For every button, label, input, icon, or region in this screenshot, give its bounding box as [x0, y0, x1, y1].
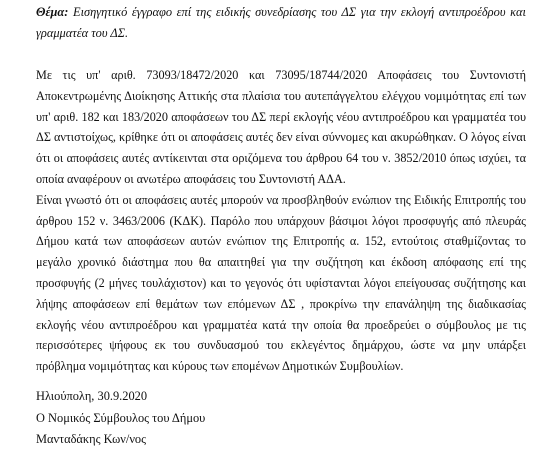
- document-body: [36, 65, 526, 377]
- subject-line: [36, 2, 526, 44]
- signature-block: [36, 386, 205, 451]
- paragraph-annulment: Με τις υπ' αριθ. 73093/18472/2020 και 73095/18744/2020 Αποφάσεις του Συντονιστή Αποκεντρωμένης Διοίκησης Αττικής στα πλαίσια του αυτεπάγγελτου ελέγχου νομιμότητας επί των υπ' αριθ. 182 και 183/2020 αποφάσεων του ΔΣ περί εκλογής νέου αντιπροέδρου και γραμματέα του ΔΣ αντιστοίχως, κρίθηκε ότι οι αποφάσεις αυτές δεν είναι σύννομες και ακυρώθηκαν. Ο λόγος είναι ότι οι αποφάσεις αυτές αντίκεινται στα οριζόμενα του άρθρου 64 του ν. 3852/2010 όπως ισχύει, τα οποία αναφέρουν οι ανωτέρω αποφάσεις του Συντονιστή ΑΔΑ.: [36, 68, 526, 186]
- subject-text: Εισηγητικό έγγραφο επί της ειδικής συνεδρίασης του ΔΣ για την εκλογή αντιπροέδρου και γραμματέα του ΔΣ.: [36, 5, 526, 40]
- place-date: Ηλιούπολη, 30.9.2020: [36, 389, 148, 403]
- paragraph-proposal: Είναι γνωστό ότι οι αποφάσεις αυτές μπορούν να προσβληθούν ενώπιον της Ειδικής Επιτροπής του άρθρου 152 ν. 3463/2006 (ΚΔΚ). Παρόλο που υπάρχουν βάσιμοι λόγοι προσφυγής από πλευράς Δήμου κατά των αποφάσεων αυτών ενώπιον της Επιτροπής α. 152, εντούτοις σταθμίζοντας το μεγάλο χρονικό διάστημα που θα απαιτηθεί για την συζήτηση και έκδοση απόφασης επί της προσφυγής (2 μήνες τουλάχιστον) και το γεγονός ότι υφίστανται λόγοι επείγουσας συζήτησης και λήψης αποφάσεων επί θεμάτων των επόμενων ΔΣ , προκρίνω την επανάληψη της διαδικασίας εκλογής νέου αντιπροέδρου και γραμματέα κατά την οποία θα προεδρεύει ο σύμβουλος με τις περισσότερες ψήφους εκ του συνδυασμού του εκλεγέντος δημάρχου, ώστε να μην υπάρξει πρόβλημα νομιμότητας και κύρους των επομένων Δημοτικών Συμβουλίων.: [36, 192, 526, 374]
- subject-label: Θέμα:: [36, 5, 69, 19]
- signer-name: Μανταδάκης Κων/νος: [36, 432, 147, 446]
- signer-title: Ο Νομικός Σύμβουλος του Δήμου: [36, 410, 206, 425]
